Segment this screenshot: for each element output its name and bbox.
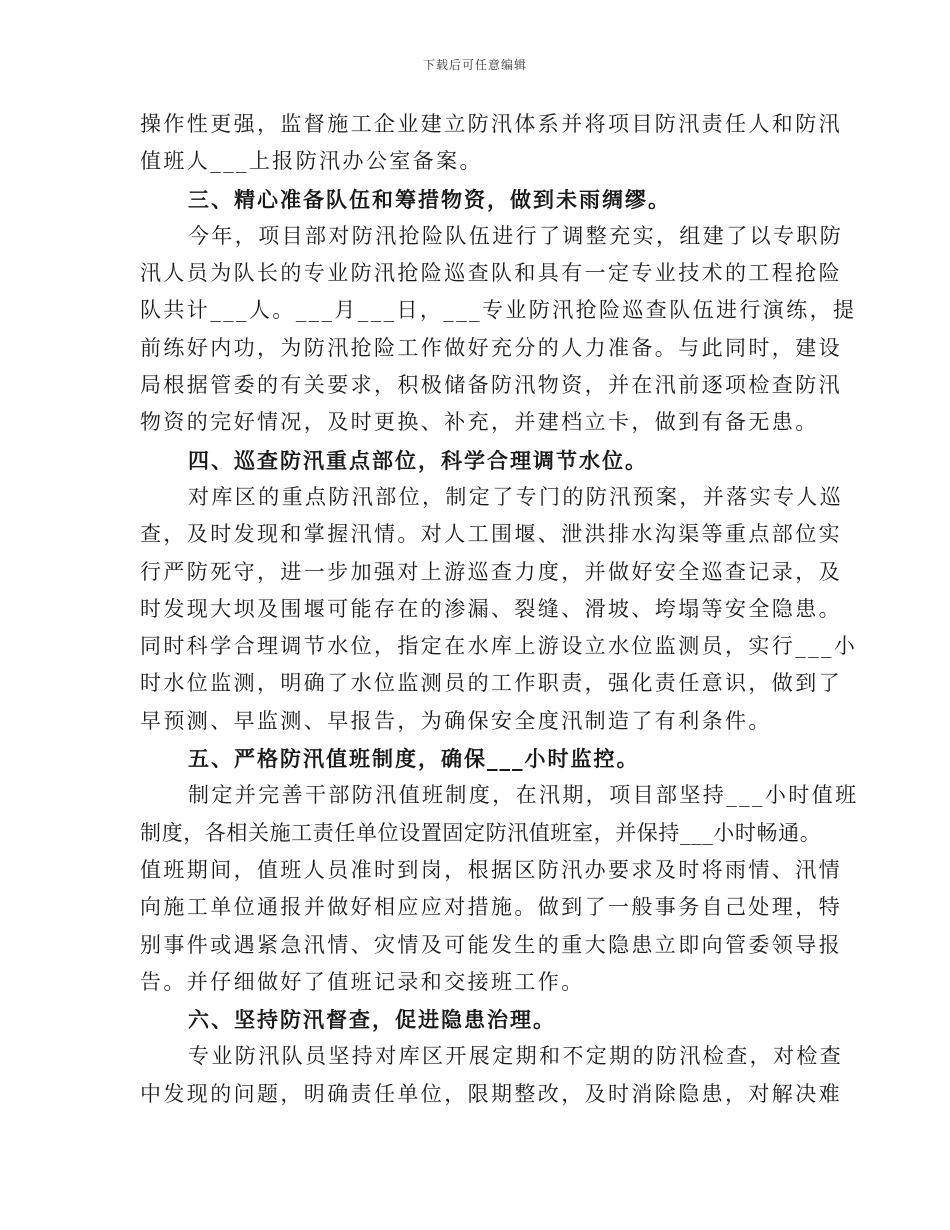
paragraph-line: 前练好内功，为防汛抢险工作做好充分的人力准备。与此同时，建设 — [140, 335, 842, 360]
paragraph-line: 局根据管委的有关要求，积极储备防汛物资，并在汛前逐项检查防汛 — [140, 373, 842, 398]
section-heading: 三、精心准备队伍和筹措物资，做到未雨绸缪。 — [188, 186, 671, 212]
section-heading: 四、巡查防汛重点部位，科学合理调节水位。 — [188, 447, 648, 473]
paragraph-line: 汛人员为队长的专业防汛抢险巡查队和具有一定专业技术的工程抢险 — [140, 261, 842, 286]
section-heading: 五、严格防汛值班制度，确保___小时监控。 — [188, 746, 640, 772]
paragraph-line: 专业防汛队员坚持对库区开展定期和不定期的防汛检查，对检查 — [188, 1044, 844, 1069]
paragraph-line: 早预测、早监测、早报告，为确保安全度汛制造了有利条件。 — [140, 708, 772, 733]
paragraph-line: 时水位监测，明确了水位监测员的工作职责，强化责任意识，做到了 — [140, 671, 842, 696]
paragraph-line: 告。并仔细做好了值班记录和交接班工作。 — [140, 969, 585, 994]
paragraph-line: 同时科学合理调节水位，指定在水库上游设立水位监测员，实行___小 — [140, 634, 858, 659]
paragraph-line: 中发现的问题，明确责任单位，限期整改，及时消除隐患，对解决难 — [140, 1081, 842, 1106]
paragraph-line: 队共计___人。___月___日，___专业防汛抢险巡查队伍进行演练，提 — [140, 298, 857, 323]
paragraph-line: 制度，各相关施工责任单位设置固定防汛值班室，并保持___小时畅通。 — [140, 820, 822, 845]
paragraph-line: 值班人___上报防汛办公室备案。 — [140, 149, 483, 174]
paragraph-line: 查，及时发现和掌握汛情。对人工围堰、泄洪排水沟渠等重点部位实 — [140, 522, 842, 547]
paragraph-line: 操作性更强，监督施工企业建立防汛体系并将项目防汛责任人和防汛 — [140, 112, 842, 136]
paragraph-line: 行严防死守，进一步加强对上游巡查力度，并做好安全巡查记录，及 — [140, 559, 842, 584]
paragraph-line: 别事件或遇紧急汛情、灾情及可能发生的重大隐患立即向管委领导报 — [140, 932, 842, 957]
paragraph-line: 物资的完好情况，及时更换、补充，并建档立卡，做到有备无患。 — [140, 410, 819, 435]
paragraph-line: 制定并完善干部防汛值班制度，在汛期，项目部坚持___小时值班 — [188, 783, 859, 808]
paragraph-line: 今年，项目部对防汛抢险队伍进行了调整充实，组建了以专职防 — [188, 223, 844, 248]
paragraph-line: 对库区的重点防汛部位，制定了专门的防汛预案，并落实专人巡 — [188, 484, 844, 509]
paragraph-line: 向施工单位通报并做好相应应对措施。做到了一般事务自己处理，特 — [140, 895, 842, 920]
document-body — [140, 106, 859, 1113]
paragraph-line: 值班期间，值班人员准时到岗，根据区防汛办要求及时将雨情、汛情 — [140, 857, 842, 882]
paragraph-line: 时发现大坝及围堰可能存在的渗漏、裂缝、滑坡、垮塌等安全隐患。 — [140, 596, 842, 621]
page-header: 下载后可任意编辑 — [422, 58, 527, 72]
section-heading: 六、坚持防汛督查，促进隐患治理。 — [188, 1007, 556, 1033]
